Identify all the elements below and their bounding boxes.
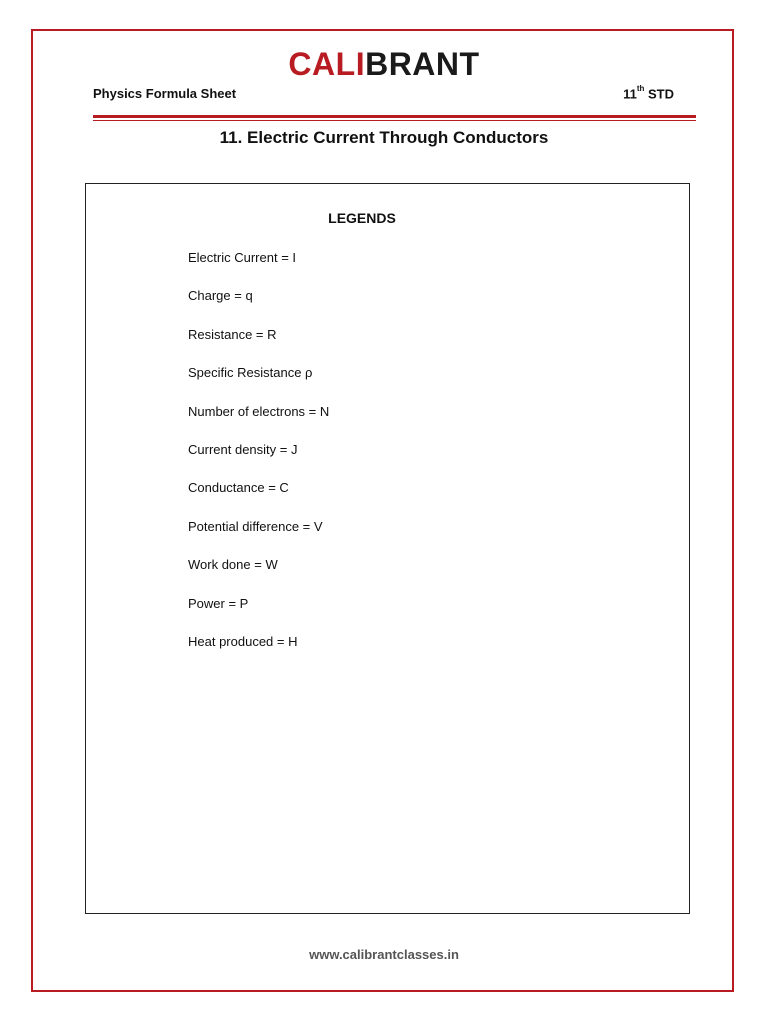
brand-logo xyxy=(0,44,768,84)
header-rule-thick xyxy=(93,115,696,118)
footer-website-link[interactable]: www.calibrantclasses.in xyxy=(309,947,459,962)
brand-logo-red: CALI xyxy=(288,46,366,82)
legend-item: Current density = J xyxy=(188,441,298,457)
legend-item: Potential difference = V xyxy=(188,518,323,534)
legend-item: Heat produced = H xyxy=(188,633,298,649)
header-rule-thin xyxy=(93,120,696,121)
grade-suffix: th xyxy=(636,84,645,93)
legend-heading: LEGENDS xyxy=(328,210,396,226)
legend-list xyxy=(188,250,329,672)
grade-label xyxy=(623,86,674,101)
legend-item: Electric Current = I xyxy=(188,250,297,265)
legend-item: Resistance = R xyxy=(188,326,277,342)
legend-item: Number of electrons = N xyxy=(188,403,330,419)
grade-std: STD xyxy=(648,86,674,102)
legend-item: Power = P xyxy=(188,595,249,611)
brand-logo-dark: BRANT xyxy=(365,46,480,82)
legend-item: Specific Resistance ρ xyxy=(188,365,313,381)
legend-box xyxy=(85,183,690,914)
legend-item: Charge = q xyxy=(188,288,253,304)
subject-label: Physics Formula Sheet xyxy=(93,86,237,101)
legend-item: Work done = W xyxy=(188,557,278,573)
grade-number: 11 xyxy=(623,86,637,102)
legend-item: Conductance = C xyxy=(188,480,289,496)
chapter-title: 11. Electric Current Through Conductors xyxy=(219,128,549,147)
